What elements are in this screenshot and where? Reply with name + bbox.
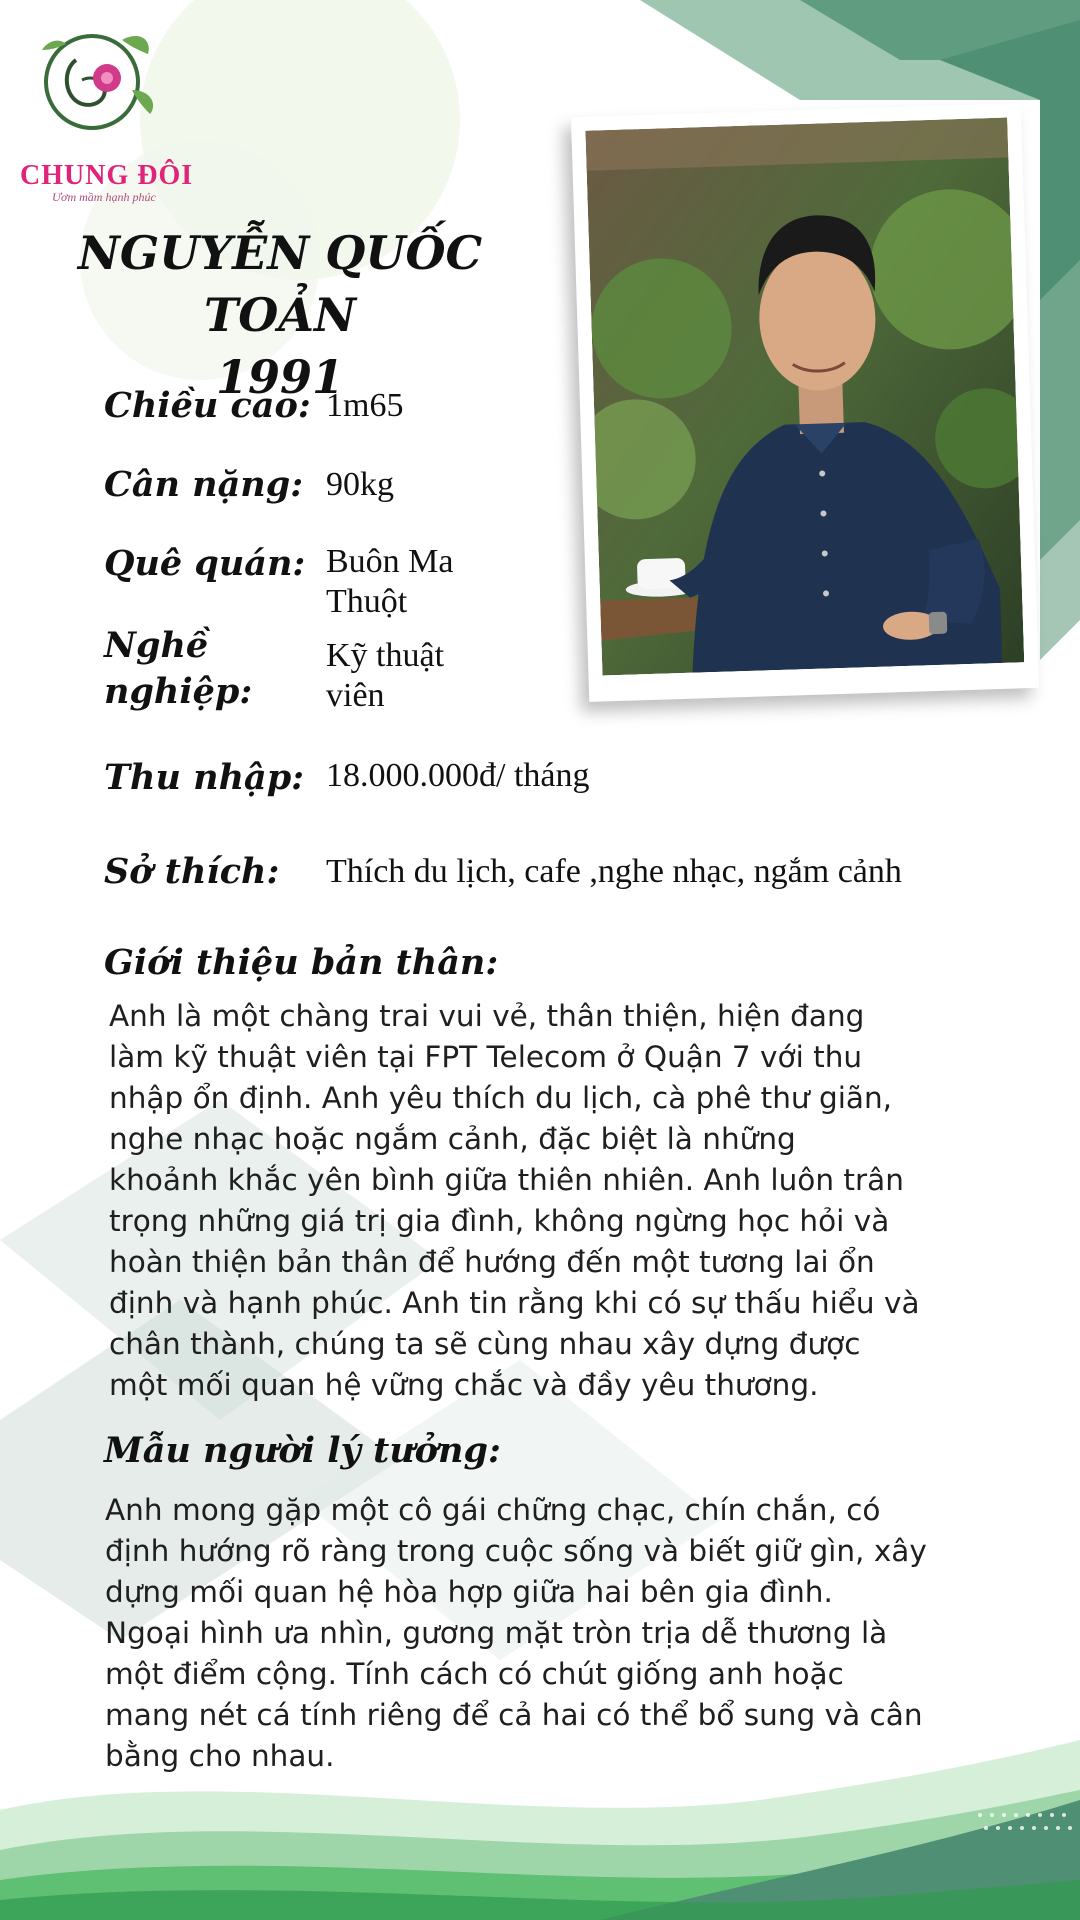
weight-label: Cân nặng: xyxy=(104,464,304,505)
ideal-line: mang nét cá tính riêng để cả hai có thể bổ sung và cân xyxy=(105,1698,923,1732)
intro-line: trọng những giá trị gia đình, không ngừng học hỏi và xyxy=(109,1204,890,1238)
intro-line: định và hạnh phúc. Anh tin rằng khi có sự thấu hiểu và xyxy=(109,1286,920,1320)
portrait-photo xyxy=(585,118,1024,676)
ideal-line: bằng cho nhau. xyxy=(105,1739,335,1773)
ideal-line: một điểm cộng. Tính cách có chút giống anh hoặc xyxy=(105,1657,844,1691)
intro-paragraph xyxy=(109,996,1029,1406)
intro-line: làm kỹ thuật viên tại FPT Telecom ở Quận 7 với thu xyxy=(109,1040,863,1074)
income-value: 18.000.000đ/ tháng xyxy=(326,757,590,794)
job-value-line1: Kỹ thuật xyxy=(326,637,445,674)
brand-name: CHUNG ĐÔI xyxy=(20,160,194,191)
intro-line: nhập ổn định. Anh yêu thích du lịch, cà phê thư giãn, xyxy=(109,1081,893,1115)
ideal-line: định hướng rõ ràng trong cuộc sống và biết giữ gìn, xây xyxy=(105,1534,927,1568)
profile-birth-year: 1991 xyxy=(215,350,345,404)
intro-line: nghe nhạc hoặc ngắm cảnh, đặc biệt là những xyxy=(109,1122,796,1156)
job-label-line2: nghiệp: xyxy=(104,671,253,712)
ideal-line: Anh mong gặp một cô gái chững chạc, chín chắn, có xyxy=(105,1493,881,1527)
height-value: 1m65 xyxy=(326,387,404,424)
hometown-value-line2: Thuột xyxy=(326,583,408,620)
weight-value: 90kg xyxy=(326,466,394,503)
height-label: Chiều cao: xyxy=(104,385,311,426)
job-value-line2: viên xyxy=(326,677,385,714)
intro-heading: Giới thiệu bản thân: xyxy=(104,942,499,983)
intro-line: chân thành, chúng ta sẽ cùng nhau xây dựng được xyxy=(109,1327,861,1361)
brand-tagline: Ươm mầm hạnh phúc xyxy=(52,190,156,204)
photo-frame xyxy=(571,103,1039,702)
ideal-paragraph xyxy=(105,1490,1025,1777)
intro-line: khoảnh khắc yên bình giữa thiên nhiên. Anh luôn trân xyxy=(109,1163,904,1197)
ideal-heading: Mẫu người lý tưởng: xyxy=(104,1430,501,1471)
portrait-illustration xyxy=(585,118,1024,676)
profile-name-block xyxy=(20,222,540,408)
ideal-line: dựng mối quan hệ hòa hợp giữa hai bên gia đình. xyxy=(105,1575,833,1609)
intro-line: hoàn thiện bản thân để hướng đến một tương lai ổn xyxy=(109,1245,875,1279)
hometown-value-line1: Buôn Ma xyxy=(326,543,454,580)
intro-line: một mối quan hệ vững chắc và đầy yêu thương. xyxy=(109,1368,819,1402)
ideal-line: Ngoại hình ưa nhìn, gương mặt tròn trịa dễ thương là xyxy=(105,1616,888,1650)
floral-heart-logo-icon xyxy=(12,20,172,150)
intro-line: Anh là một chàng trai vui vẻ, thân thiện, hiện đang xyxy=(109,999,865,1033)
income-label: Thu nhập: xyxy=(104,757,305,798)
brand-logo xyxy=(12,20,202,204)
job-label-line1: Nghề xyxy=(104,625,209,666)
profile-name: NGUYỄN QUỐC TOẢN xyxy=(77,226,483,342)
hobby-value: Thích du lịch, cafe ,nghe nhạc, ngắm cảnh xyxy=(326,853,902,890)
hometown-label: Quê quán: xyxy=(104,543,306,584)
hobby-label: Sở thích: xyxy=(104,851,280,892)
